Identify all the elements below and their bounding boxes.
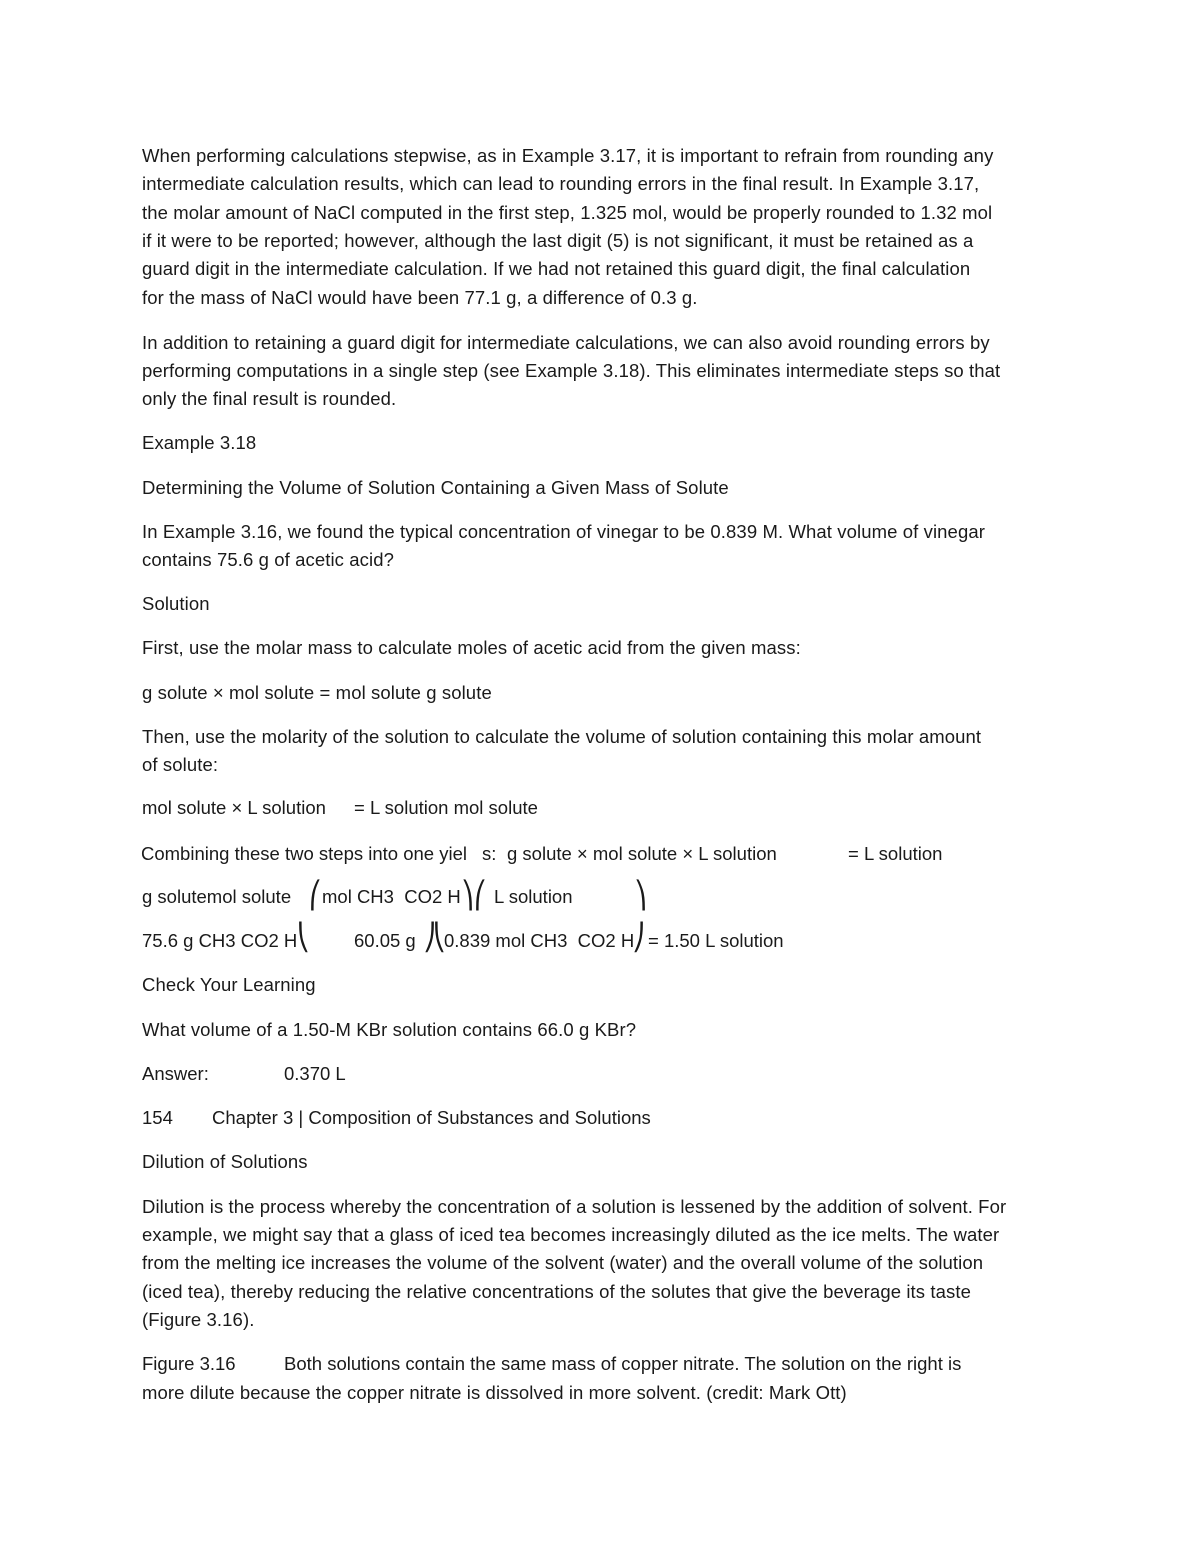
check-question: What volume of a 1.50-M KBr solution contains 66.0 g KBr? — [142, 1019, 637, 1040]
combine-equation: g solute × mol solute × L solution — [507, 843, 777, 864]
example-label: Example 3.18 — [142, 432, 257, 453]
chapter-title: Chapter 3 | Composition of Substances and Solutions — [212, 1107, 651, 1128]
para3-line-3: from the melting ice increases the volume of the solvent (water) and the overall volume of the solution — [142, 1252, 984, 1273]
right-paren-icon: ⎠ — [632, 923, 645, 953]
left-paren-icon: ⎝ — [433, 923, 446, 953]
equation-5-a: 75.6 g CH3 CO2 H — [142, 930, 298, 951]
equation-5-b: 60.05 g — [354, 930, 416, 951]
problem-line-1: In Example 3.16, we found the typical concentration of vinegar to be 0.839 M. What volume of vinegar — [142, 521, 985, 542]
equation-4-c: L solution — [494, 886, 573, 907]
para1-line-3: the molar amount of NaCl computed in the first step, 1.325 mol, would be properly rounded to 1.32 mol — [142, 202, 993, 223]
equation-5-c: 0.839 mol CH3 CO2 H — [444, 930, 635, 951]
equation-2-right: = L solution mol solute — [354, 797, 538, 818]
para3-line-2: example, we might say that a glass of iced tea becomes increasingly diluted as the ice melts. The water — [142, 1224, 1000, 1245]
para3-line-4: (iced tea), thereby reducing the relative concentrations of the solutes that give the beverage its taste — [142, 1281, 971, 1302]
para1-line-5: guard digit in the intermediate calculation. If we had not retained this guard digit, the final calculation — [142, 258, 971, 279]
combine-colon: s: — [482, 843, 497, 864]
left-paren-icon: ⎛ — [309, 881, 322, 911]
example-title: Determining the Volume of Solution Containing a Given Mass of Solute — [142, 477, 729, 498]
figure-label: Figure 3.16 — [142, 1353, 236, 1374]
left-paren-icon: ⎝ — [297, 923, 310, 953]
figure-caption-line-2: more dilute because the copper nitrate is dissolved in more solvent. (credit: Mark Ott) — [142, 1382, 847, 1403]
combine-text: Combining these two steps into one yiel — [141, 843, 467, 864]
step2-line-1: Then, use the molarity of the solution to calculate the volume of solution containing this molar amount — [142, 726, 982, 747]
combine-result: = L solution — [848, 843, 943, 864]
check-label: Check Your Learning — [142, 974, 316, 995]
left-paren-icon: ⎛ — [474, 881, 487, 911]
para3-line-1: Dilution is the process whereby the concentration of a solution is lessened by the addition of solvent. For — [142, 1196, 1007, 1217]
para2-line-3: only the final result is rounded. — [142, 388, 397, 409]
page-number: 154 — [142, 1107, 173, 1128]
answer-value: 0.370 L — [284, 1063, 346, 1084]
step2-line-2: of solute: — [142, 754, 219, 775]
para3-line-5: (Figure 3.16). — [142, 1309, 255, 1330]
para1-line-1: When performing calculations stepwise, as in Example 3.17, it is important to refrain from rounding any — [142, 145, 994, 166]
equation-1: g solute × mol solute = mol solute g solute — [142, 682, 492, 703]
equation-4-a: g solutemol solute — [142, 886, 292, 907]
step1-text: First, use the molar mass to calculate moles of acetic acid from the given mass: — [142, 637, 801, 658]
para1-line-4: if it were to be reported; however, although the last digit (5) is not significant, it must be retained as a — [142, 230, 974, 251]
para1-line-2: intermediate calculation results, which can lead to rounding errors in the final result. In Example 3.17, — [142, 173, 980, 194]
equation-5-d: = 1.50 L solution — [648, 930, 784, 951]
equation-4-b: mol CH3 CO2 H — [322, 886, 461, 907]
answer-label: Answer: — [142, 1063, 209, 1084]
problem-line-2: contains 75.6 g of acetic acid? — [142, 549, 394, 570]
para2-line-1: In addition to retaining a guard digit for intermediate calculations, we can also avoid rounding errors by — [142, 332, 990, 353]
para1-line-6: for the mass of NaCl would have been 77.1 g, a difference of 0.3 g. — [142, 287, 698, 308]
equation-2-left: mol solute × L solution — [142, 797, 326, 818]
right-paren-icon: ⎠ — [423, 923, 436, 953]
dilution-heading: Dilution of Solutions — [142, 1151, 308, 1172]
right-paren-icon: ⎞ — [461, 881, 474, 911]
para2-line-2: performing computations in a single step (see Example 3.18). This eliminates intermediate steps so that — [142, 360, 1001, 381]
figure-caption-line-1: Both solutions contain the same mass of copper nitrate. The solution on the right is — [284, 1353, 962, 1374]
solution-label: Solution — [142, 593, 210, 614]
right-paren-icon: ⎞ — [634, 881, 647, 911]
